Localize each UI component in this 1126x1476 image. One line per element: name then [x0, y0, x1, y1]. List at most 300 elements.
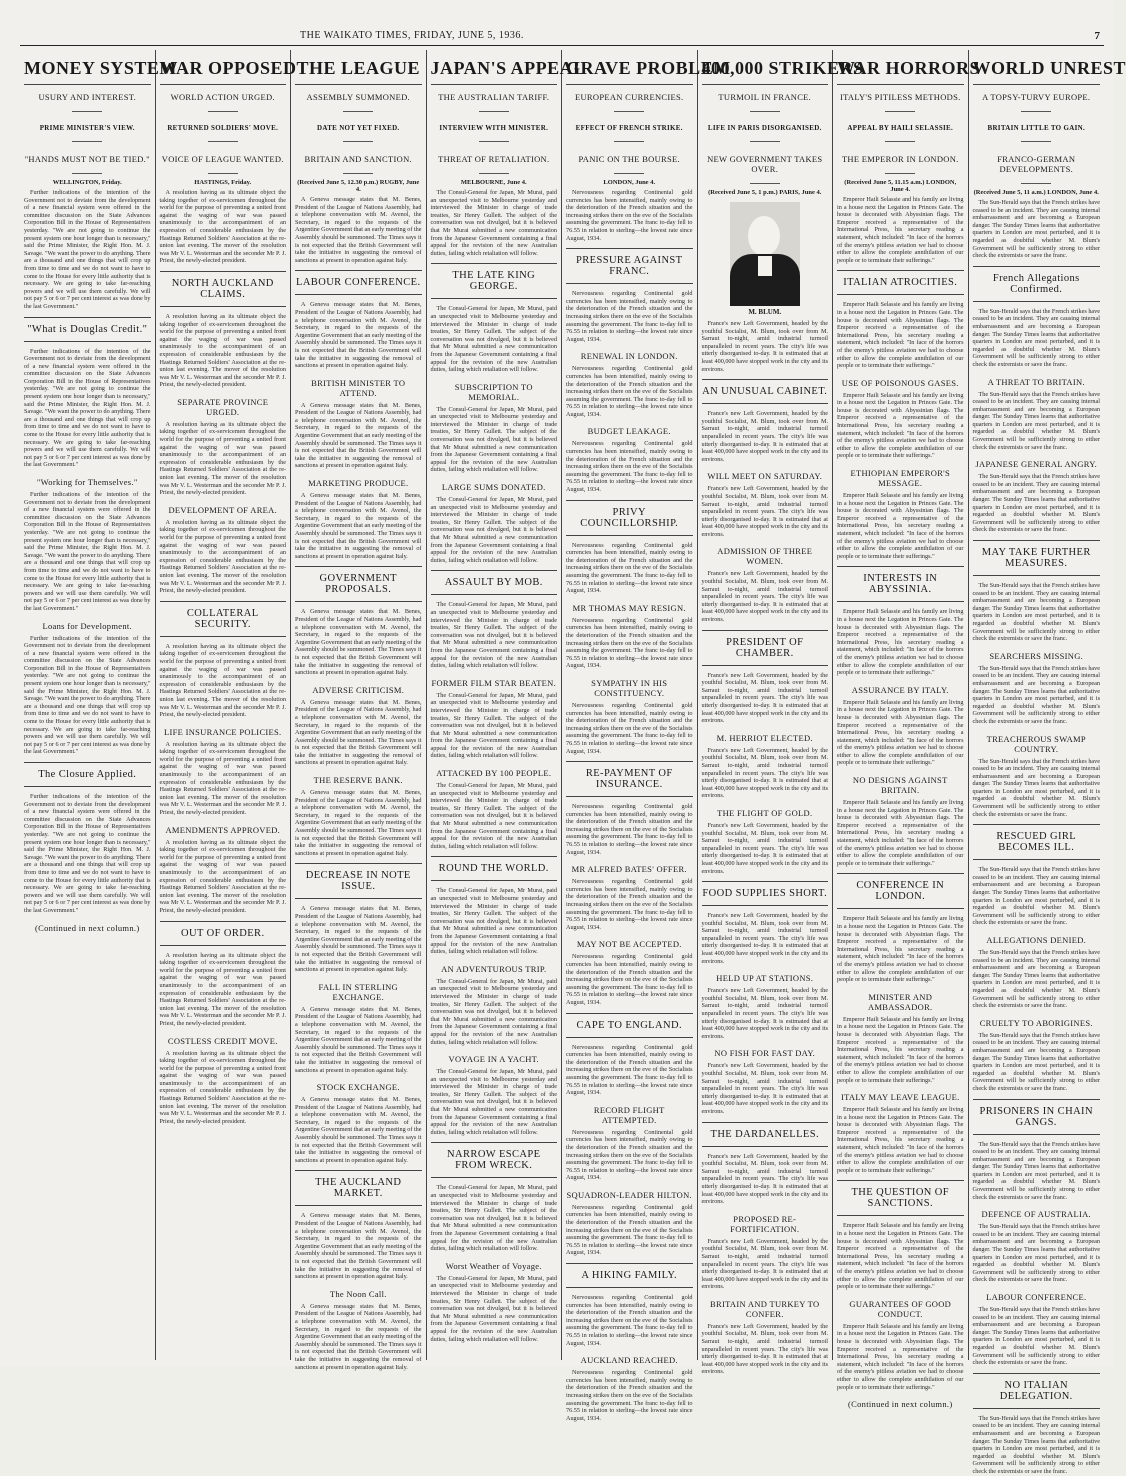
article-text: Nervousness regarding Continental gold currencies has been intensified, mainly owing to the deterioration of the French situation and the increasing strikes there on the eve of the Socialists assuming the government. The franc to-day fell to 76.55 in relation to sterling—the lowest rate since August, 1934. — [566, 953, 693, 1006]
article-text: A resolution having as its ultimate object the taking together of ex-servicemen throughout the world for the purpose of preventing a united front against the waging of war was passed unanimously to the accompaniment of an expression of considerable enthusiasm by the Hastings Returned Soldiers' Association at the re-union last evening. The mover of the resolution was Mr V. L. Westerman and the seconder Mr P. J. Priest, the newly-elected president. — [159, 642, 286, 719]
subheading: BUDGET LEAKAGE. — [587, 426, 671, 437]
subheading: AUCKLAND REACHED. — [580, 1355, 678, 1366]
section-headline: OUT OF ORDER. — [160, 921, 287, 946]
headline: GRAVE PROBLEM — [566, 50, 693, 85]
article-body — [702, 822, 829, 875]
subheading: COSTLESS CREDIT MOVE. — [167, 1035, 278, 1046]
subheading: "HANDS MUST NOT BE TIED." — [24, 154, 150, 164]
article-text: The Sun-Herald says that the French strikes have ceased to be an incident. They are causing internal embarrassment and are becoming a European danger. The Sunday Times learns that authoritative quarters in London are most perturbed, and it is regarded as doubtful whether M. Blum's Government will be sufficiently strong to either check the extremists or save the franc. — [972, 582, 1100, 643]
subheading: NO DESIGNS AGAINST BRITAIN. — [852, 775, 948, 796]
article-text: Nervousness regarding Continental gold currencies has been intensified, mainly owing to the deterioration of the French situation and the increasing strikes there on the eve of the Socialists assuming the government. The franc to-day fell to 76.55 in relation to sterling—the lowest rate since August, 1934. — [566, 1294, 693, 1347]
column-2 — [156, 50, 297, 1360]
article-body — [837, 1222, 964, 1290]
divider-rule — [750, 111, 780, 112]
divider-rule — [614, 141, 644, 142]
article-text: The Consul-General for Japan, Mr Murai, paid an unexpected visit to Melbourne yesterday and interviewed the Minister in charge of trade treaties, Sir Henry Gullett. The subject of the conversation was not divulged, but it is believed that Mr Murai submitted a new communication from the Japanese Government containing a final appeal for the revision of the new Australian duties, failing which retaliation will follow. — [430, 496, 557, 564]
section-headline: ITALIAN ATROCITIES. — [837, 270, 964, 295]
article-body — [566, 1044, 693, 1097]
divider-rule — [479, 141, 509, 142]
subheading: AMENDMENTS APPROVED. — [165, 824, 281, 835]
subheading: ADMISSION OF THREE WOMEN. — [717, 546, 813, 567]
article-text: A resolution having as its ultimate object the taking together of ex-servicemen throughout the world for the purpose of preventing a united front against the waging of war was passed unanimously to the accompaniment of an expression of considerable enthusiasm by the Hastings Returned Soldiers' Association at the re-union last evening. The mover of the resolution was Mr V. L. Westerman and the seconder Mr P. J. Priest, the newly-elected president. — [159, 1049, 286, 1125]
article-body — [973, 1306, 1101, 1367]
section-headline: MAY TAKE FURTHER MEASURES. — [973, 540, 1101, 576]
article-text: France's new Left Government, headed by the youthful Socialist, M. Blum, took over from M. Sarraut to-night, amid industrial turmoil unparalleled in recent years. The city's life was utterly disorganised to-day. It is estimated that at least 400,000 have stopped work in the city and its environs. — [701, 570, 828, 624]
subheading: CRUELTY TO ABORIGINES. — [979, 1017, 1093, 1028]
article-body — [295, 402, 422, 470]
article-body — [566, 542, 693, 595]
subheading: THREAT OF RETALIATION. — [438, 154, 550, 164]
photo-caption: M. BLUM. — [748, 308, 782, 316]
section-headline: RESCUED GIRL BECOMES ILL. — [973, 824, 1101, 860]
subheading: Loans for Development. — [42, 620, 132, 631]
subheading: DEFENCE OF AUSTRALIA. — [981, 1209, 1091, 1220]
article-body — [973, 1415, 1101, 1476]
article-body — [702, 1238, 829, 1291]
section-headline: THE QUESTION OF SANCTIONS. — [837, 1180, 964, 1216]
dateline: (Received June 5, 12.30 p.m.) RUGBY, June 4. — [297, 179, 420, 193]
article-body — [24, 491, 151, 613]
subheading: ITALY'S PITILESS METHODS. — [839, 92, 961, 102]
subheading: THE EMPEROR IN LONDON. — [841, 154, 959, 164]
article-text: A Geneva message states that M. Benes, President of the League of Nations Assembly, had a telephone conversation with M. Avenol, the Secretary, in regard to the requests of the Argentine Government that an early meeting of the Assembly should be summoned. The Times says it is not expected that the British Government will take the initiative in suggesting the removal of sanctions at present in operation against Italy. — [295, 301, 422, 370]
article-text: A resolution having as its ultimate object the taking together of ex-servicemen throughout the world for the purpose of preventing a united front against the waging of war was passed unanimously to the accompaniment of an expression of considerable enthusiasm by the Hastings Returned Soldiers' Association at the re-union last evening. The mover of the resolution was Mr V. L. Westerman and the seconder Mr P. J. Priest, the newly-elected president. — [159, 951, 286, 1027]
subheading: NO FISH FOR FAST DAY. — [714, 1048, 816, 1059]
article-body — [295, 301, 422, 369]
article-body — [295, 1096, 422, 1164]
divider-rule — [72, 111, 102, 112]
article-body — [566, 440, 693, 493]
article-body — [837, 608, 964, 676]
continued-note: (Continued in next column.) — [35, 922, 140, 933]
subheading: THE FLIGHT OF GOLD. — [717, 807, 813, 818]
subheading: MINISTER AND AMBASSADOR. — [868, 991, 933, 1012]
column-3 — [291, 50, 427, 1371]
article-body — [566, 878, 693, 931]
article-body — [431, 782, 558, 850]
subheading: EUROPEAN CURRENCIES. — [575, 92, 684, 102]
subheading: ALLEGATIONS DENIED. — [986, 935, 1087, 945]
article-body — [295, 1212, 422, 1280]
subheading: A THREAT TO BRITAIN. — [987, 376, 1085, 387]
subheading: TURMOIL IN FRANCE. — [718, 92, 812, 102]
article-text: The Consul-General for Japan, Mr Murai, paid an unexpected visit to Melbourne yesterday and interviewed the Minister in charge of trade treaties, Sir Henry Gullett. The subject of the conversation was not divulged, but it is believed that Mr Murai submitted a new communication from the Japanese Government containing a final appeal for the revision of the new Australian duties, failing which retaliation will follow. — [430, 782, 557, 850]
headline: THE LEAGUE — [295, 50, 422, 85]
subheading: LARGE SUMS DONATED. — [441, 482, 546, 493]
article-text: Nervousness regarding Continental gold currencies has been intensified, mainly owing to the deterioration of the French situation and the increasing strikes there on the eve of the Socialists assuming the government. The franc to-day fell to 76.55 in relation to sterling—the lowest rate since August, 1934. — [566, 803, 693, 856]
article-text: Emperor Haili Selassie and his family are living in a house next the Legation in Princes Gate. The house is decorated with Abyssinian flags. The Emperor received a representative of the International Press, his secretary reading a statement, which included: "In face of the horrors of the enemy's pitiless aviation we had to choose either to allow the complete annihilation of our people or to terminate their sufferings." — [837, 196, 964, 264]
headline: WAR OPPOSED — [160, 50, 287, 85]
subheading: PRIME MINISTER'S VIEW. — [39, 124, 135, 132]
article-body — [431, 978, 558, 1046]
article-body — [295, 196, 422, 264]
article-body — [431, 1275, 558, 1343]
article-text: Emperor Haili Selassie and his family are living in a house next the Legation in Princes Gate. The house is decorated with Abyssinian flags. The Emperor received a representative of the International Press, his secretary reading a statement, which included: "In face of the horrors of the enemy's pitiless aviation we had to choose either to allow the complete annihilation of our people or to terminate their sufferings." — [837, 1222, 964, 1291]
article-body — [702, 912, 829, 965]
section-headline: THE LATE KING GEORGE. — [431, 263, 558, 299]
subheading: THE RESERVE BANK. — [313, 775, 403, 786]
section-headline: CONFERENCE IN LONDON. — [837, 873, 964, 909]
subheading: SYMPATHY IN HIS CONSTITUENCY. — [591, 677, 668, 698]
subheading: VOYAGE IN A YACHT. — [448, 1054, 539, 1065]
article-text: France's new Left Government, headed by the youthful Socialist, M. Blum, took over from M. Sarraut to-night, amid industrial turmoil unparalleled in recent years. The city's life was utterly disorganised to-day. It is estimated that at least 400,000 have stopped work in the city and its environs. — [701, 1322, 828, 1376]
article-body — [973, 1141, 1101, 1202]
section-headline: "What is Douglas Credit." — [24, 317, 151, 342]
article-body — [837, 799, 964, 867]
article-body — [973, 665, 1101, 726]
article-text: The Consul-General for Japan, Mr Murai, paid an unexpected visit to Melbourne yesterday and interviewed the Minister in charge of trade treaties, Sir Henry Gullett. The subject of the conversation was not divulged, but it is believed that Mr Murai submitted a new communication from the Japanese Government containing a final appeal for the revision of the new Australian duties, failing which retaliation will follow. — [430, 1184, 557, 1253]
subheading: JAPANESE GENERAL ANGRY. — [975, 459, 1098, 470]
section-headline: NORTH AUCKLAND CLAIMS. — [160, 271, 287, 307]
subheading: LIFE IN PARIS DISORGANISED. — [707, 124, 822, 132]
section-headline: CAPE TO ENGLAND. — [566, 1013, 693, 1038]
article-body — [973, 1032, 1101, 1093]
article-text: A Geneva message states that M. Benes, President of the League of Nations Assembly, had a telephone conversation with M. Avenol, the Secretary, in regard to the requests of the Argentine Government that an early meeting of the Assembly should be summoned. The Times says it is not expected that the British Government will take the initiative in suggesting the removal of sanctions at present in operation against Italy. — [295, 1005, 422, 1074]
article-body — [24, 793, 151, 915]
subheading: STOCK EXCHANGE. — [316, 1082, 400, 1093]
subheading: BRITAIN LITTLE TO GAIN. — [987, 124, 1086, 132]
article-text: France's new Left Government, headed by the youthful Socialist, M. Blum, took over from M. Sarraut to-night, amid industrial turmoil unparalleled in recent years. The city's life was utterly disorganised to-day. It is estimated that at least 400,000 have stopped work in the city and its environs. — [701, 1237, 828, 1291]
article-body — [160, 952, 287, 1028]
article-body — [973, 473, 1101, 534]
article-text: The Sun-Herald says that the French strikes have ceased to be an incident. They are causing internal embarrassment and are becoming a European danger. The Sunday Times learns that authoritative quarters in London are most perturbed, and it is regarded as doubtful whether M. Blum's Government will be sufficiently strong to either check the extremists or save the franc. — [972, 664, 1100, 725]
divider-rule — [343, 173, 373, 174]
article-body — [702, 570, 829, 623]
subheading: AN ADVENTUROUS TRIP. — [441, 963, 547, 974]
article-body — [566, 1204, 693, 1257]
subheading: DATE NOT YET FIXED. — [317, 124, 400, 132]
subheading: LIFE INSURANCE POLICIES. — [164, 726, 282, 737]
article-text: The Sun-Herald says that the French strikes have ceased to be an incident. They are causing internal embarrassment and are becoming a European danger. The Sunday Times learns that authoritative quarters in London are most perturbed, and it is regarded as doubtful whether M. Blum's Government will be sufficiently strong to either check the extremists or save the franc. — [972, 199, 1100, 260]
dateline: LONDON, June 4. — [603, 179, 656, 186]
column-1 — [20, 50, 177, 1360]
article-body — [973, 582, 1101, 643]
article-body — [431, 305, 558, 373]
article-text: A resolution having as its ultimate object the taking together of ex-servicemen throughout the world for the purpose of preventing a united front against the waging of war was passed unanimously to the accompaniment of an expression of considerable enthusiasm by the Hastings Returned Soldiers' Association at the re-union last evening. The mover of the resolution was Mr V. L. Westerman and the seconder Mr P. J. Priest, the newly-elected president. — [159, 838, 286, 914]
article-body — [837, 196, 964, 264]
section-headline: LABOUR CONFERENCE. — [295, 270, 422, 295]
subheading: ADVERSE CRITICISM. — [312, 684, 405, 695]
article-text: Nervousness regarding Continental gold currencies has been intensified, mainly owing to the deterioration of the French situation and the increasing strikes there on the eve of the Socialists assuming the government. The franc to-day fell to 76.55 in relation to sterling—the lowest rate since August, 1934. — [566, 878, 693, 931]
article-body — [295, 492, 422, 560]
divider-rule — [343, 111, 373, 112]
article-body — [295, 905, 422, 973]
article-body — [702, 1153, 829, 1206]
subheading: VOICE OF LEAGUE WANTED. — [161, 154, 284, 164]
dateline: MELBOURNE, June 4. — [460, 179, 527, 186]
article-body — [566, 290, 693, 343]
subheading: THE AUSTRALIAN TARIFF. — [438, 92, 550, 102]
article-body — [566, 702, 693, 755]
article-text: The Consul-General for Japan, Mr Murai, paid an unexpected visit to Melbourne yesterday and interviewed the Minister in charge of trade treaties, Sir Henry Gullett. The subject of the conversation was not divulged, but it is believed that Mr Murai submitted a new communication from the Japanese Government containing a final appeal for the revision of the new Australian duties, failing which retaliation will follow. — [430, 601, 557, 670]
article-body — [973, 866, 1101, 927]
article-text: A Geneva message states that M. Benes, President of the League of Nations Assembly, had a telephone conversation with M. Avenol, the Secretary, in regard to the requests of the Argentine Government that an early meeting of the Assembly should be summoned. The Times says it is not expected that the British Government will take the initiative in suggesting the removal of sanctions at present in operation against Italy. — [295, 492, 422, 560]
article-text: Emperor Haili Selassie and his family are living in a house next the Legation in Princes Gate. The house is decorated with Abyssinian flags. The Emperor received a representative of the International Press, his secretary reading a statement, which included: "In face of the horrors of the enemy's pitiless aviation we had to choose either to allow the complete annihilation of our people or to terminate their sufferings." — [837, 301, 964, 370]
divider-rule — [343, 141, 373, 142]
article-body — [24, 635, 151, 757]
section-headline: FOOD SUPPLIES SHORT. — [702, 881, 829, 906]
article-text: France's new Left Government, headed by the youthful Socialist, M. Blum, took over from M. Sarraut to-night, amid industrial turmoil unparalleled in recent years. The city's life was utterly disorganised to-day. It is estimated that at least 400,000 have stopped work in the city and its environs. — [701, 746, 828, 800]
article-text: The Consul-General for Japan, Mr Murai, paid an unexpected visit to Melbourne yesterday and interviewed the Minister in charge of trade treaties, Sir Henry Gullett. The subject of the conversation was not divulged, but it is believed that Mr Murai submitted a new communication from the Japanese Government containing a final appeal for the revision of the new Australian duties, failing which retaliation will follow. — [430, 305, 557, 374]
article-text: France's new Left Government, headed by the youthful Socialist, M. Blum, took over from M. Sarraut to-night, amid industrial turmoil unparalleled in recent years. The city's life was utterly disorganised to-day. It is estimated that at least 400,000 have stopped work in the city and its environs. — [701, 320, 828, 373]
article-body — [295, 699, 422, 767]
article-body — [295, 789, 422, 857]
dateline: (Received June 5, 1 p.m.) PARIS, June 4. — [708, 189, 822, 196]
article-body — [702, 1062, 829, 1115]
article-body — [295, 608, 422, 676]
article-text: Emperor Haili Selassie and his family are living in a house next the Legation in Princes Gate. The house is decorated with Abyssinian flags. The Emperor received a representative of the International Press, his secretary reading a statement, which included: "In face of the horrors of the enemy's pitiless aviation we had to choose either to allow the complete annihilation of our people or to terminate their sufferings." — [837, 1106, 964, 1174]
section-headline: AN UNUSUAL CABINET. — [702, 379, 829, 404]
column-5 — [562, 50, 731, 1422]
divider-rule — [750, 141, 780, 142]
subheading: RECORD FLIGHT ATTEMPTED. — [593, 1104, 665, 1125]
article-text: The Consul-General for Japan, Mr Murai, paid an unexpected visit to Melbourne yesterday and interviewed the Minister in charge of trade treaties, Sir Henry Gullett. The subject of the conversation was not divulged, but it is believed that Mr Murai submitted a new communication from the Japanese Government containing a final appeal for the revision of the new Australian duties, failing which retaliation will follow. — [430, 1274, 557, 1343]
article-text: The Sun-Herald says that the French strikes have ceased to be an incident. They are causing internal embarrassment and are becoming a European danger. The Sunday Times learns that authoritative quarters in London are most perturbed, and it is regarded as doubtful whether M. Blum's Government will be sufficiently strong to either check the extremists or save the franc. — [972, 1140, 1100, 1201]
dateline: (Received June 5, 11.15 a.m.) LONDON, June 4. — [844, 179, 957, 193]
section-headline: NO ITALIAN DELEGATION. — [973, 1373, 1101, 1409]
article-text: France's new Left Government, headed by the youthful Socialist, M. Blum, took over from M. Sarraut to-night, amid industrial turmoil unparalleled in recent years. The city's life was utterly disorganised to-day. It is estimated that at least 400,000 have stopped work in the city and its environs. — [701, 1062, 828, 1115]
article-text: A resolution having as its ultimate object the taking together of ex-servicemen throughout the world for the purpose of preventing a united front against the waging of war was passed unanimously to the accompaniment of an expression of considerable enthusiasm by the Hastings Returned Soldiers' Association at the re-union last evening. The mover of the resolution was Mr V. L. Westerman and the seconder Mr P. J. Priest, the newly-elected president. — [159, 740, 286, 817]
divider-rule — [1021, 141, 1051, 142]
article-body — [431, 887, 558, 955]
article-body — [566, 803, 693, 856]
divider-rule — [208, 141, 238, 142]
article-text: The Sun-Herald says that the French strikes have ceased to be an incident. They are causing internal embarrassment and are becoming a European danger. The Sunday Times learns that authoritative quarters in London are most perturbed, and it is regarded as doubtful whether M. Blum's Government will be sufficiently strong to either check the extremists or save the franc. — [972, 866, 1100, 927]
article-text: Further indications of the intention of the Government not to deviate from the development of a new financial system were offered in the committee discussion on the State Advances Corporation Bill in the House of Representatives yesterday. "We are not going to continue the present system one hour longer than is necessary," said the Prime Minister, the Right Hon. M. J. Savage. "We want the power to do anything. There are a thousand and one things that will crop up from time to time and we do not want to have to come to the House for every little authority that is necessary. We are going to take far-reaching powers and we will use them carefully. We will not pay 5 or 6 or 7 per cent interest as was done by the last Government." — [24, 491, 151, 612]
article-body — [837, 699, 964, 767]
section-headline: INTERESTS IN ABYSSINIA. — [837, 566, 964, 602]
column-7 — [833, 50, 981, 1410]
article-text: France's new Left Government, headed by the youthful Socialist, M. Blum, took over from M. Sarraut to-night, amid industrial turmoil unparalleled in recent years. The city's life was utterly disorganised to-day. It is estimated that at least 400,000 have stopped work in the city and its environs. — [701, 485, 828, 538]
article-text: Nervousness regarding Continental gold currencies has been intensified, mainly owing to the deterioration of the French situation and the increasing strikes there on the eve of the Socialists assuming the government. The franc to-day fell to 76.55 in relation to sterling—the lowest rate since August, 1934. — [566, 440, 693, 494]
article-body — [160, 1050, 287, 1126]
subheading: GUARANTEES OF GOOD CONDUCT. — [849, 1298, 952, 1319]
article-body — [837, 1323, 964, 1391]
subheading: MAY NOT BE ACCEPTED. — [576, 939, 682, 950]
subheading: FALL IN STERLING EXCHANGE. — [318, 981, 398, 1002]
section-headline: PRESIDENT OF CHAMBER. — [702, 630, 829, 666]
subheading: WORLD ACTION URGED. — [170, 92, 275, 102]
subheading: ITALY MAY LEAVE LEAGUE. — [840, 1092, 960, 1103]
article-text: France's new Left Government, headed by the youthful Socialist, M. Blum, took over from M. Sarraut to-night, amid industrial turmoil unparalleled in recent years. The city's life was utterly disorganised to-day. It is estimated that at least 400,000 have stopped work in the city and its environs. — [701, 987, 828, 1040]
article-text: The Consul-General for Japan, Mr Murai, paid an unexpected visit to Melbourne yesterday and interviewed the Minister in charge of trade treaties, Sir Henry Gullett. The subject of the conversation was not divulged, but it is believed that Mr Murai submitted a new communication from the Japanese Government containing a final appeal for the revision of the new Australian duties, failing which retaliation will follow. — [430, 1068, 557, 1136]
section-headline: PRESSURE AGAINST FRANC. — [566, 248, 693, 284]
divider-rule — [208, 173, 238, 174]
article-body — [431, 189, 558, 257]
article-text: A resolution having as its ultimate object the taking together of ex-servicemen throughout the world for the purpose of preventing a united front against the waging of war was passed unanimously to the accompaniment of an expression of considerable enthusiasm by the Hastings Returned Soldiers' Association at the re-union last evening. The mover of the resolution was Mr V. L. Westerman and the seconder Mr P. J. Priest, the newly-elected president. — [159, 312, 286, 389]
article-text: Emperor Haili Selassie and his family are living in a house next the Legation in Princes Gate. The house is decorated with Abyssinian flags. The Emperor received a representative of the International Press, his secretary reading a statement, which included: "In face of the horrors of the enemy's pitiless aviation we had to choose either to allow the complete annihilation of our people or to terminate their sufferings." — [837, 1015, 964, 1084]
subheading: FORMER FILM STAR BEATEN. — [431, 677, 557, 688]
subheading: EFFECT OF FRENCH STRIKE. — [575, 124, 683, 132]
article-text: The Consul-General for Japan, Mr Murai, paid an unexpected visit to Melbourne yesterday and interviewed the Minister in charge of trade treaties, Sir Henry Gullett. The subject of the conversation was not divulged, but it is believed that Mr Murai submitted a new communication from the Japanese Government containing a final appeal for the revision of the new Australian duties, failing which retaliation will follow. — [430, 977, 557, 1046]
article-body — [24, 189, 151, 311]
article-body — [295, 1006, 422, 1074]
section-headline: RE-PAYMENT OF INSURANCE. — [566, 761, 693, 797]
article-body — [566, 617, 693, 670]
article-text: A resolution having as its ultimate object the taking together of ex-servicemen throughout the world for the purpose of preventing a united front against the waging of war was passed unanimously to the accompaniment of an expression of considerable enthusiasm by the Hastings Returned Soldiers' Association at the re-union last evening. The mover of the resolution was Mr V. L. Westerman and the seconder Mr P. J. Priest, the newly-elected president. — [159, 420, 286, 497]
article-body — [160, 643, 287, 719]
article-body — [837, 301, 964, 369]
divider-rule — [885, 173, 915, 174]
article-body — [702, 485, 829, 538]
article-text: The Sun-Herald says that the French strikes have ceased to be an incident. They are causing internal embarrassment and are becoming a European danger. The Sunday Times learns that authoritative quarters in London are most perturbed, and it is regarded as doubtful whether M. Blum's Government will be sufficiently strong to either check the extremists or save the franc. — [972, 949, 1100, 1010]
article-body — [566, 365, 693, 418]
headline: WAR HORRORS — [837, 50, 964, 85]
article-text: The Consul-General for Japan, Mr Murai, paid an unexpected visit to Melbourne yesterday and interviewed the Minister in charge of trade treaties, Sir Henry Gullett. The subject of the conversation was not divulged, but it is believed that Mr Murai submitted a new communication from the Japanese Government containing a final appeal for the revision of the new Australian duties, failing which retaliation will follow. — [430, 189, 557, 257]
article-text: Emperor Haili Selassie and his family are living in a house next the Legation in Princes Gate. The house is decorated with Abyssinian flags. The Emperor received a representative of the International Press, his secretary reading a statement, which included: "In face of the horrors of the enemy's pitiless aviation we had to choose either to allow the complete annihilation of our people or to terminate their sufferings." — [837, 799, 964, 867]
article-text: Nervousness regarding Continental gold currencies has been intensified, mainly owing to the deterioration of the French situation and the increasing strikes there on the eve of the Socialists assuming the government. The franc to-day fell to 76.55 in relation to sterling—the lowest rate since August, 1934. — [566, 541, 693, 595]
headline: 400,000 STRIKERS — [702, 50, 829, 85]
subheading: MR ALFRED BATES' OFFER. — [571, 864, 687, 875]
article-text: France's new Left Government, headed by the youthful Socialist, M. Blum, took over from M. Sarraut to-night, amid industrial turmoil unparalleled in recent years. The city's life was utterly disorganised to-day. It is estimated that at least 400,000 have stopped work in the city and its environs. — [701, 1152, 828, 1206]
subheading: SEPARATE PROVINCE URGED. — [177, 396, 269, 417]
subheading: WILL MEET ON SATURDAY. — [707, 471, 823, 482]
subheading: The Noon Call. — [329, 1288, 387, 1299]
article-text: The Consul-General for Japan, Mr Murai, paid an unexpected visit to Melbourne yesterday and interviewed the Minister in charge of trade treaties, Sir Henry Gullett. The subject of the conversation was not divulged, but it is believed that Mr Murai submitted a new communication from the Japanese Government containing a final appeal for the revision of the new Australian duties, failing which retaliation will follow. — [430, 405, 557, 474]
divider-rule — [885, 111, 915, 112]
subheading: INTERVIEW WITH MINISTER. — [439, 124, 549, 132]
article-text: Further indications of the intention of the Government not to deviate from the development of a new financial system were offered in the committee discussion on the State Advances Corporation Bill in the House of Representatives yesterday. "We are not going to continue the present system one hour longer than is necessary," said the Prime Minister, the Right Hon. M. J. Savage. "We want the power to do anything. There are a thousand and one things that will crop up from time to time and we do not want to have to come to the House for every little authority that is necessary. We are going to take far-reaching powers and we will use them carefully. We will not pay 5 or 6 or 7 per cent interest as was done by the last Government." — [24, 793, 151, 914]
article-text: Emperor Haili Selassie and his family are living in a house next the Legation in Princes Gate. The house is decorated with Abyssinian flags. The Emperor received a representative of the International Press, his secretary reading a statement, which included: "In face of the horrors of the enemy's pitiless aviation we had to choose either to allow the complete annihilation of our people or to terminate their sufferings." — [837, 698, 964, 767]
article-body — [566, 1129, 693, 1182]
subheading: TREACHEROUS SWAMP COUNTRY. — [986, 733, 1086, 754]
dateline: WELLINGTON, Friday. — [52, 179, 122, 186]
article-text: The Consul-General for Japan, Mr Murai, paid an unexpected visit to Melbourne yesterday and interviewed the Minister in charge of trade treaties, Sir Henry Gullett. The subject of the conversation was not divulged, but it is believed that Mr Murai submitted a new communication from the Japanese Government containing a final appeal for the revision of the new Australian duties, failing which retaliation will follow. — [430, 691, 557, 760]
subheading: RENEWAL IN LONDON. — [580, 351, 678, 362]
divider-rule — [479, 173, 509, 174]
article-body — [431, 406, 558, 474]
article-text: Nervousness regarding Continental gold currencies has been intensified, mainly owing to the deterioration of the French situation and the increasing strikes there on the eve of the Socialists assuming the government. The franc to-day fell to 76.55 in relation to sterling—the lowest rate since August, 1934. — [566, 1203, 693, 1257]
divider-rule — [614, 173, 644, 174]
column-8 — [969, 50, 1126, 1475]
article-body — [973, 949, 1101, 1010]
column-6 — [698, 50, 864, 1376]
subheading: ASSURANCE BY ITALY. — [851, 684, 949, 695]
section-headline: DECREASE IN NOTE ISSUE. — [295, 863, 422, 899]
article-text: France's new Left Government, headed by the youthful Socialist, M. Blum, took over from M. Sarraut to-night, amid industrial turmoil unparalleled in recent years. The city's life was utterly disorganised to-day. It is estimated that at least 400,000 have stopped work in the city and its environs. — [701, 671, 828, 725]
article-body — [431, 496, 558, 564]
subheading: "Working for Themselves." — [36, 477, 138, 487]
article-text: A Geneva message states that M. Benes, President of the League of Nations Assembly, had a telephone conversation with M. Avenol, the Secretary, in regard to the requests of the Argentine Government that an early meeting of the Assembly should be summoned. The Times says it is not expected that the British Government will take the initiative in suggesting the removal of sanctions at present in operation against Italy. — [295, 401, 422, 470]
article-body — [837, 915, 964, 983]
article-text: The Sun-Herald says that the French strikes have ceased to be an incident. They are causing internal embarrassment and are becoming a European danger. The Sunday Times learns that authoritative quarters in London are most perturbed, and it is regarded as doubtful whether M. Blum's Government will be sufficiently strong to either check the extremists or save the franc. — [972, 1306, 1100, 1367]
headline: WORLD UNREST — [973, 50, 1101, 85]
article-body — [973, 758, 1101, 819]
article-text: The Sun-Herald says that the French strikes have ceased to be an incident. They are causing internal embarrassment and are becoming a European danger. The Sunday Times learns that authoritative quarters in London are most perturbed, and it is regarded as doubtful whether M. Blum's Government will be sufficiently strong to either check the extremists or save the franc. — [972, 757, 1100, 818]
article-text: France's new Left Government, headed by the youthful Socialist, M. Blum, took over from M. Sarraut to-night, amid industrial turmoil unparalleled in recent years. The city's life was utterly disorganised to-day. It is estimated that at least 400,000 have stopped work in the city and its environs. — [701, 912, 828, 965]
divider-rule — [479, 111, 509, 112]
subheading: Worst Weather of Voyage. — [445, 1260, 542, 1271]
subheading: APPEAL BY HAILI SELASSIE. — [847, 124, 954, 132]
article-body — [973, 1223, 1101, 1284]
dateline: (Received June 5, 11 a.m.) LONDON, June 4. — [973, 189, 1099, 196]
article-text: Further indications of the intention of the Government not to deviate from the development of a new financial system were offered in the committee discussion on the State Advances Corporation Bill in the House of Representatives yesterday. "We are not going to continue the present system one hour longer than is necessary," said the Prime Minister, the Right Hon. M. J. Savage. "We want the power to do anything. There are a thousand and one things that will crop up from time to time and we do not want to have to come to the House for every little authority that is necessary. We are going to take far-reaching powers and we will use them carefully. We will not pay 5 or 6 or 7 per cent interest as was done by the last Government." — [24, 189, 151, 310]
section-headline: NARROW ESCAPE FROM WRECK. — [431, 1142, 558, 1178]
article-body — [160, 519, 287, 595]
article-body — [431, 1068, 558, 1136]
columns — [20, 50, 1126, 1475]
article-text: Emperor Haili Selassie and his family are living in a house next the Legation in Princes Gate. The house is decorated with Abyssinian flags. The Emperor received a representative of the International Press, his secretary reading a statement, which included: "In face of the horrors of the enemy's pitiless aviation we had to choose either to allow the complete annihilation of our people or to terminate their sufferings." — [837, 492, 964, 560]
article-text: Nervousness regarding Continental gold currencies has been intensified, mainly owing to the deterioration of the French situation and the increasing strikes there on the eve of the Socialists assuming the government. The franc to-day fell to 76.55 in relation to sterling—the lowest rate since August, 1934. — [566, 189, 693, 242]
article-text: Nervousness regarding Continental gold currencies has been intensified, mainly owing to the deterioration of the French situation and the increasing strikes there on the eve of the Socialists assuming the government. The franc to-day fell to 76.55 in relation to sterling—the lowest rate since August, 1934. — [566, 1128, 693, 1182]
subheading: BRITAIN AND SANCTION. — [304, 154, 412, 164]
article-text: A resolution having as its ultimate object the taking together of ex-servicemen throughout the world for the purpose of preventing a united front against the waging of war was passed unanimously to the accompaniment of an expression of considerable enthusiasm by the Hastings Returned Soldiers' Association at the re-union last evening. The mover of the resolution was Mr V. L. Westerman and the seconder Mr P. J. Priest, the newly-elected president. — [159, 518, 286, 595]
subheading: SEARCHERS MISSING. — [989, 650, 1084, 661]
subheading: RETURNED SOLDIERS' MOVE. — [167, 124, 279, 132]
article-body — [160, 313, 287, 389]
subheading: A TOPSY-TURVY EUROPE. — [982, 92, 1091, 102]
article-body — [837, 492, 964, 560]
article-text: A Geneva message states that M. Benes, President of the League of Nations Assembly, had a telephone conversation with M. Avenol, the Secretary, in regard to the requests of the Argentine Government that an early meeting of the Assembly should be summoned. The Times says it is not expected that the British Government will take the initiative in suggesting the removal of sanctions at present in operation against Italy. — [295, 1096, 422, 1164]
article-text: Emperor Haili Selassie and his family are living in a house next the Legation in Princes Gate. The house is decorated with Abyssinian flags. The Emperor received a representative of the International Press, his secretary reading a statement, which included: "In face of the horrors of the enemy's pitiless aviation we had to choose either to allow the complete annihilation of our people or to terminate their sufferings." — [837, 1322, 964, 1391]
article-text: The Sun-Herald says that the French strikes have ceased to be an incident. They are causing internal embarrassment and are becoming a European danger. The Sunday Times learns that authoritative quarters in London are most perturbed, and it is regarded as doubtful whether M. Blum's Government will be sufficiently strong to either check the extremists or save the franc. — [972, 1031, 1100, 1092]
continued-note: (Continued in next column.) — [848, 1399, 953, 1410]
article-text: Nervousness regarding Continental gold currencies has been intensified, mainly owing to the deterioration of the French situation and the increasing strikes there on the eve of the Socialists assuming the government. The franc to-day fell to 76.55 in relation to sterling—the lowest rate since August, 1934. — [566, 616, 693, 670]
section-headline: ROUND THE WORLD. — [431, 856, 558, 881]
article-text: The Sun-Herald says that the French strikes have ceased to be an incident. They are causing internal embarrassment and are becoming a European danger. The Sunday Times learns that authoritative quarters in London are most perturbed, and it is regarded as doubtful whether M. Blum's Government will be sufficiently strong to either check the extremists or save the franc. — [972, 1414, 1100, 1475]
section-headline: The Closure Applied. — [24, 762, 151, 787]
article-body — [973, 308, 1101, 369]
article-body — [837, 1016, 964, 1084]
divider-rule — [750, 183, 780, 184]
article-text: Nervousness regarding Continental gold currencies has been intensified, mainly owing to the deterioration of the French situation and the increasing strikes there on the eve of the Socialists assuming the government. The franc to-day fell to 76.55 in relation to sterling—the lowest rate since August, 1934. — [566, 365, 693, 418]
subheading: LABOUR CONFERENCE. — [986, 1292, 1087, 1302]
section-headline: ASSAULT BY MOB. — [431, 570, 558, 595]
article-text: A Geneva message states that M. Benes, President of the League of Nations Assembly, had a telephone conversation with M. Avenol, the Secretary, in regard to the requests of the Argentine Government that an early meeting of the Assembly should be summoned. The Times says it is not expected that the British Government will take the initiative in suggesting the removal of sanctions at present in operation against Italy. — [295, 608, 422, 677]
article-text: A Geneva message states that M. Benes, President of the League of Nations Assembly, had a telephone conversation with M. Avenol, the Secretary, in regard to the requests of the Argentine Government that an early meeting of the Assembly should be summoned. The Times says it is not expected that the British Government will take the initiative in suggesting the removal of sanctions at present in operation against Italy. — [295, 1212, 422, 1281]
article-body — [566, 189, 693, 242]
article-text: Emperor Haili Selassie and his family are living in a house next the Legation in Princes Gate. The house is decorated with Abyssinian flags. The Emperor received a representative of the International Press, his secretary reading a statement, which included: "In face of the horrors of the enemy's pitiless aviation we had to choose either to allow the complete annihilation of our people or to terminate their sufferings." — [837, 915, 964, 984]
article-text: Emperor Haili Selassie and his family are living in a house next the Legation in Princes Gate. The house is decorated with Abyssinian flags. The Emperor received a representative of the International Press, his secretary reading a statement, which included: "In face of the horrors of the enemy's pitiless aviation we had to choose either to allow the complete annihilation of our people or to terminate their sufferings." — [837, 391, 964, 460]
article-body — [702, 320, 829, 373]
divider-rule — [72, 173, 102, 174]
subheading: SUBSCRIPTION TO MEMORIAL. — [454, 381, 533, 402]
subheading: MR THOMAS MAY RESIGN. — [572, 602, 686, 613]
section-headline: THE DARDANELLES. — [702, 1122, 829, 1147]
divider-rule — [208, 111, 238, 112]
subheading: FRANCO-GERMAN DEVELOPMENTS. — [997, 154, 1076, 174]
section-headline: French Allegations Confirmed. — [973, 266, 1101, 302]
subheading: BRITAIN AND TURKEY TO CONFER. — [710, 1298, 820, 1319]
article-text: Further indications of the intention of the Government not to deviate from the development of a new financial system were offered in the committee discussion on the State Advances Corporation Bill in the House of Representatives yesterday. "We are not going to continue the present system one hour longer than is necessary," said the Prime Minister, the Right Hon. M. J. Savage. "We want the power to do anything. There are a thousand and one things that will crop up from time to time and we do not want to have to come to the House for every little authority that is necessary. We are going to take far-reaching powers and we will use them carefully. We will not pay 5 or 6 or 7 per cent interest as was done by the last Government." — [24, 634, 151, 756]
section-headline: A HIKING FAMILY. — [566, 1263, 693, 1288]
masthead — [20, 30, 1104, 46]
article-text: Further indications of the intention of the Government not to deviate from the development of a new financial system were offered in the committee discussion on the State Advances Corporation Bill in the House of Representatives yesterday. "We are not going to continue the present system one hour longer than is necessary," said the Prime Minister, the Right Hon. M. J. Savage. "We want the power to do anything. There are a thousand and one things that will crop up from time to time and we do not want to have to come to the House for every little authority that is necessary. We are going to take far-reaching powers and we will use them carefully. We will not pay 5 or 6 or 7 per cent interest as was done by the last Government." — [24, 347, 151, 469]
article-body — [566, 1369, 693, 1422]
dateline: HASTINGS, Friday. — [194, 179, 252, 186]
article-text: Nervousness regarding Continental gold currencies has been intensified, mainly owing to the deterioration of the French situation and the increasing strikes there on the eve of the Socialists assuming the government. The franc to-day fell to 76.55 in relation to sterling—the lowest rate since August, 1934. — [566, 290, 693, 343]
subheading: BRITISH MINISTER TO ATTEND. — [311, 377, 406, 398]
article-body — [160, 421, 287, 497]
running-head: THE WAIKATO TIMES, FRIDAY, JUNE 5, 1936. — [300, 30, 524, 41]
article-text: A resolution having as its ultimate object the taking together of ex-servicemen throughout the world for the purpose of preventing a united front against the waging of war was passed unanimously to the accompaniment of an expression of considerable enthusiasm by the Hastings Returned Soldiers' Association at the re-union last evening. The mover of the resolution was Mr V. L. Westerman and the seconder Mr P. J. Priest, the newly-elected president. — [159, 189, 286, 265]
subheading: NEW GOVERNMENT TAKES OVER. — [707, 154, 823, 174]
article-body — [837, 1106, 964, 1174]
divider-rule — [614, 111, 644, 112]
subheading: ATTACKED BY 100 PEOPLE. — [436, 768, 552, 779]
article-body — [566, 1294, 693, 1347]
section-headline: THE AUCKLAND MARKET. — [295, 1170, 422, 1206]
article-text: The Sun-Herald says that the French strikes have ceased to be an incident. They are causing internal embarrassment and are becoming a European danger. The Sunday Times learns that authoritative quarters in London are most perturbed, and it is regarded as doubtful whether M. Blum's Government will be sufficiently strong to either check the extremists or save the franc. — [972, 307, 1100, 368]
section-headline: GOVERNMENT PROPOSALS. — [295, 566, 422, 602]
subheading: M. HERRIOT ELECTED. — [716, 732, 813, 743]
subheading: ETHIOPIAN EMPEROR'S MESSAGE. — [850, 468, 951, 489]
divider-rule — [885, 141, 915, 142]
subheading: HELD UP AT STATIONS. — [716, 973, 814, 984]
article-body — [431, 692, 558, 760]
article-body — [837, 392, 964, 460]
divider-rule — [1021, 183, 1051, 184]
